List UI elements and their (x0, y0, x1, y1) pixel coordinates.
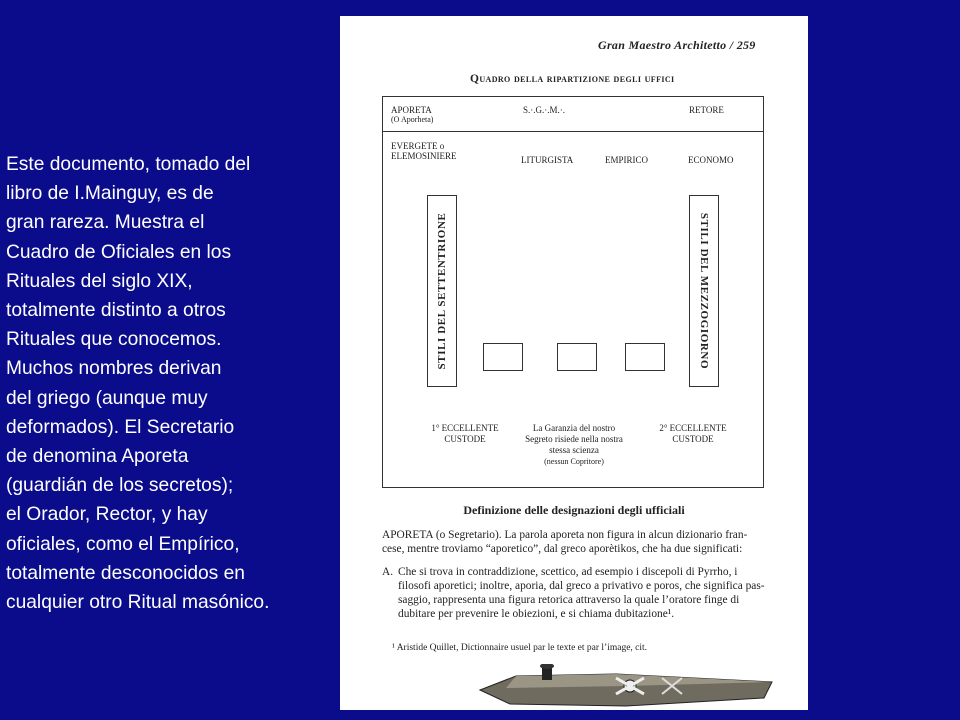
diagram-top-row (383, 97, 763, 132)
description-text (6, 150, 338, 617)
aporeta-paragraph-line1: APORETA (o Segretario). La parola aporeta non figura in alcun dizionario fran- (382, 529, 748, 541)
guarantee-line3: stessa scienza (549, 445, 599, 455)
description-line: Cuadro de Oficiales en los (6, 241, 232, 263)
officer-box-center (557, 343, 597, 371)
footnote: ¹ Aristide Quillet, Dictionnaire usuel par le texte et par l’image, cit. (392, 643, 648, 653)
book-page-image (340, 16, 808, 710)
description-line: del griego (aunque muy (6, 387, 208, 409)
page-header: Gran Maestro Architetto / 259 (598, 38, 756, 52)
officer-box-right (625, 343, 665, 371)
first-custode-line2: CUSTODE (444, 434, 486, 444)
guarantee-line4: (nessun Copritore) (544, 457, 604, 466)
officers-diagram (382, 96, 764, 488)
description-line: cualquier otro Ritual masónico. (6, 592, 270, 614)
description-line: Rituales que conocemos. (6, 329, 222, 351)
south-column-label: STILI DEL MEZZOGIORNO (698, 212, 710, 370)
north-column-label: STILI DEL SETTENTRIONE (436, 212, 448, 370)
item-a-line: saggio, rappresenta una figura retorica attraverso la quale l’oratore finge di (398, 594, 740, 606)
second-custode-line2: CUSTODE (672, 434, 714, 444)
guarantee-line1: La Garanzia del nostro (532, 423, 616, 433)
empirico-label: EMPIRICO (605, 155, 649, 165)
description-line: gran rareza. Muestra el (6, 212, 205, 234)
item-a-line: filosofi aporetici; inoltre, aporia, dal greco a privativo e poros, che significa pas- (398, 580, 765, 592)
item-a-line: dubitare per prevenire le obiezioni, e si chiama dubitazione¹. (398, 608, 675, 620)
officer-box-left (483, 343, 523, 371)
economo-label: ECONOMO (688, 155, 734, 165)
sgm-label: S.·.G.·.M.·. (523, 105, 565, 115)
description-line: oficiales, como el Empírico, (6, 533, 240, 555)
table-title: Quadro della ripartizione degli uffici (470, 73, 675, 85)
north-column (427, 195, 457, 387)
description-line: Rituales del siglo XIX, (6, 270, 193, 292)
retore-label: RETORE (689, 105, 724, 115)
description-line: de denomina Aporeta (6, 446, 189, 468)
description-line: el Orador, Rector, y hay (6, 504, 208, 526)
description-line: totalmente desconocidos en (6, 562, 245, 584)
item-a-label: A. (382, 566, 394, 578)
description-line: deformados). El Secretario (6, 416, 235, 438)
description-line: (guardián de los secretos); (6, 475, 234, 497)
south-column (689, 195, 719, 387)
item-a-line: Che si trova in contraddizione, scettico, ad esempio i discepoli di Pyrrho, i (398, 566, 738, 578)
aporeta-paragraph-line2: cese, mentre troviamo “aporetico”, dal greco aporètikos, che ha due significati: (382, 543, 743, 555)
guarantee-line2: Segreto risiede nella nostra (525, 434, 623, 444)
elemosiniere-label: ELEMOSINIERE (391, 151, 457, 161)
description-line: Muchos nombres derivan (6, 358, 222, 380)
description-line: libro de I.Mainguy, es de (6, 183, 214, 205)
liturgista-label: LITURGISTA (521, 155, 574, 165)
aporeta-label: APORETA (391, 105, 432, 115)
second-custode-line1: 2° ECCELLENTE (659, 423, 727, 433)
coffin-skull-illustration (476, 664, 776, 710)
definition-title: Definizione delle designazioni degli ufficiali (463, 503, 685, 517)
description-line: Este documento, tomado del (6, 154, 251, 175)
description-line: totalmente distinto a otros (6, 300, 226, 322)
evergete-label: EVERGETE o (391, 141, 445, 151)
first-custode-line1: 1° ECCELLENTE (431, 423, 499, 433)
aporeta-sublabel: (O Aporheta) (391, 115, 434, 124)
